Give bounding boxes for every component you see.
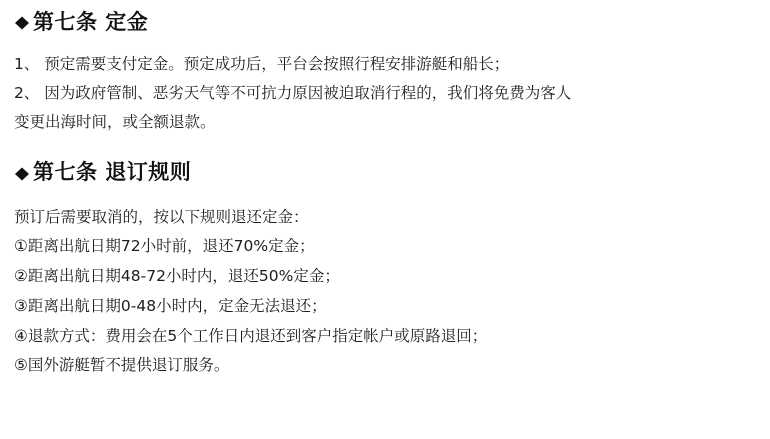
list-item: ⑤国外游艇暂不提供退订服务。 bbox=[14, 356, 230, 375]
spacer bbox=[14, 187, 756, 203]
body-line: 变更出海时间，或全额退款。 bbox=[14, 112, 216, 131]
body-line: 1、 预定需要支付定金。预定成功后，平台会按照行程安排游艇和船长； bbox=[14, 55, 510, 74]
section-deposit bbox=[14, 8, 756, 136]
spacer bbox=[14, 136, 756, 158]
spacer bbox=[14, 36, 756, 50]
list-item: ④退款方式：费用会在5个工作日内退还到客户指定帐户或原路退回； bbox=[14, 326, 488, 345]
cancellation-intro: 预订后需要取消的，按以下规则退还定金： bbox=[14, 207, 309, 226]
section-deposit-title: 第七条 定金 bbox=[33, 10, 149, 34]
black-diamond-icon bbox=[14, 166, 30, 182]
section-deposit-heading bbox=[14, 8, 756, 36]
section-cancellation bbox=[14, 158, 756, 381]
list-item: ③距离出航日期0-48小时内，定金无法退还； bbox=[14, 296, 327, 315]
black-diamond-icon bbox=[14, 15, 30, 31]
section-cancellation-body bbox=[14, 203, 756, 382]
list-item: ②距离出航日期48-72小时内，退还50%定金； bbox=[14, 267, 340, 286]
body-line: 2、 因为政府管制、恶劣天气等不可抗力原因被迫取消行程的，我们将免费为客人 bbox=[14, 84, 572, 103]
section-deposit-body bbox=[14, 50, 756, 136]
list-item: ①距离出航日期72小时前，退还70%定金； bbox=[14, 237, 315, 256]
section-cancellation-heading bbox=[14, 158, 756, 186]
section-cancellation-title: 第七条 退订规则 bbox=[33, 160, 192, 185]
